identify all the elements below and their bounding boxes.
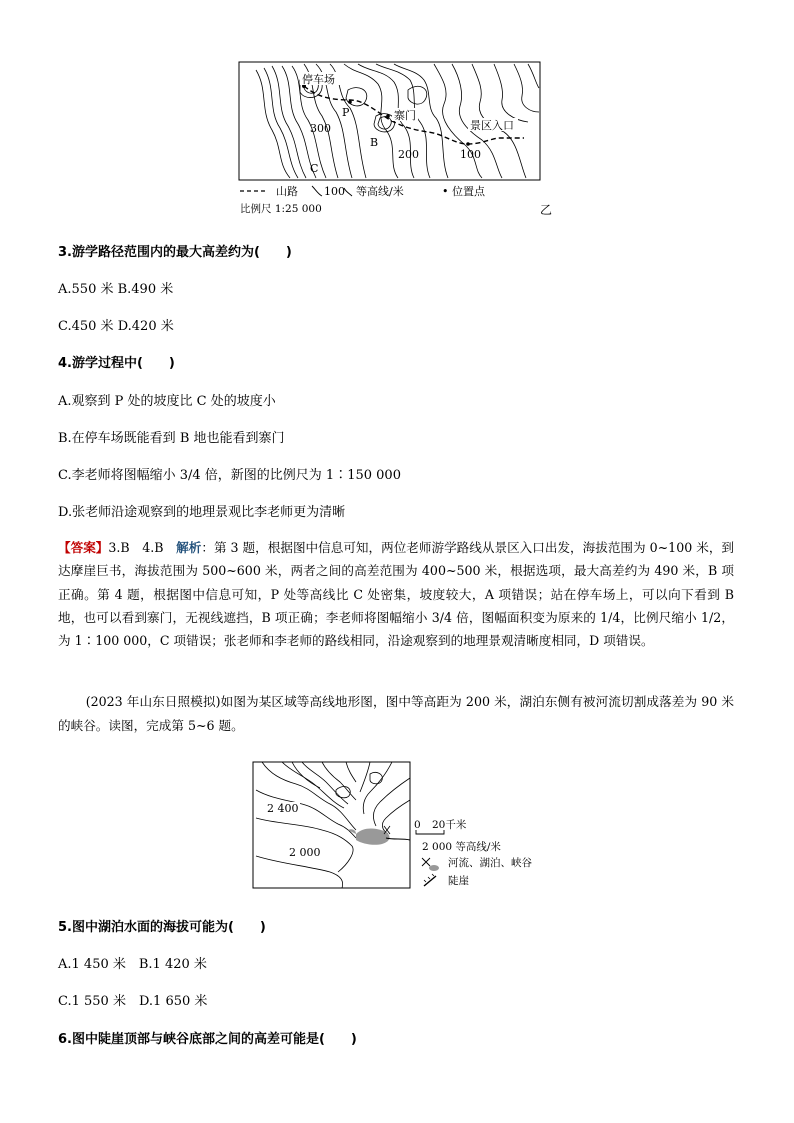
question-5-options-ab: A.1 450 米 B.1 420 米	[58, 957, 207, 972]
label-entrance: 景区入口	[470, 119, 514, 132]
contour-map-yi	[238, 60, 558, 218]
legend-contour: 2 000 等高线/米	[422, 841, 501, 853]
analysis-label: 解析	[176, 540, 202, 555]
label-200: 200	[398, 148, 419, 161]
label-c: C	[310, 162, 319, 175]
scale-km: 20千米	[432, 819, 467, 831]
label-parking: 停车场	[302, 73, 335, 86]
contour-map-lake	[252, 760, 552, 892]
legend-road-label: 山路	[276, 185, 298, 198]
analysis-text: ：第 3 题，根据图中信息可知，两位老师游学路线从景区入口出发，海拔范围为 0~100 米，到达摩崖巨书，海拔范围为 500~600 米，两者之间的高差范围为 400~500 米，根据选项，最大高差约为 490 米，B 项正确。第 4 题，根据图中信息可知，P 处等高线比 C 处密集，坡度较大，A 项错误；站在停车场上，可以向下看到 B 地，也可以看到寨门，无视线遮挡，B 项正确；李老师将图幅缩小 3/4 倍，图幅面积变为原来的 1/4，比例尺缩小 1/2，为 1∶100 000，C 项错误；张老师和李老师的路线相同，沿途观察到的地理景观清晰度相同，D 项错误。	[58, 540, 735, 649]
label-300: 300	[310, 122, 331, 135]
question-3-stem: 3.游学路径范围内的最大高差约为( )	[58, 245, 292, 260]
question-3-options-cd: C.450 米 D.420 米	[58, 319, 174, 334]
question-4-option-d: D.张老师沿途观察到的地理景观比李老师更为清晰	[58, 505, 346, 520]
scale-zero: 0	[414, 819, 421, 831]
answer-block	[58, 536, 734, 652]
label-gate: 寨门	[394, 109, 416, 122]
figure-label: 乙	[540, 203, 553, 217]
question-4-option-b: B.在停车场既能看到 B 地也能看到寨门	[58, 431, 285, 446]
question-4-stem: 4.游学过程中( )	[58, 356, 175, 371]
answer-tag: 【答案】	[58, 540, 109, 555]
legend-cliff: 陡崖	[448, 875, 469, 887]
scale-label: 比例尺 1:25 000	[240, 203, 322, 215]
legend-contour-value: 100	[324, 185, 345, 198]
label-b: B	[370, 136, 379, 149]
legend-contour-label: 等高线/米	[356, 185, 404, 198]
answer-values: 3.B 4.B	[108, 540, 177, 555]
question-5-stem: 5.图中湖泊水面的海拔可能为( )	[58, 920, 266, 935]
question-6-stem: 6.图中陡崖顶部与峡谷底部之间的高差可能是( )	[58, 1032, 357, 1047]
label-100: 100	[460, 148, 481, 161]
label-2400: 2 400	[267, 802, 299, 815]
question-4-option-a: A.观察到 P 处的坡度比 C 处的坡度小	[58, 394, 276, 409]
label-2000: 2 000	[289, 846, 321, 859]
legend-water: 河流、湖泊、峡谷	[448, 857, 532, 869]
intro-paragraph: (2023 年山东日照模拟)如图为某区域等高线地形图，图中等高距为 200 米，湖泊东侧有被河流切割成落差为 90 米的峡谷。读图，完成第 5~6 题。	[58, 694, 734, 733]
legend-point-label: • 位置点	[442, 185, 485, 198]
question-5-options-cd: C.1 550 米 D.1 650 米	[58, 994, 208, 1009]
question-4-option-c: C.李老师将图幅缩小 3/4 倍，新图的比例尺为 1∶150 000	[58, 468, 401, 483]
label-p: P	[342, 106, 350, 119]
question-3-options-ab: A.550 米 B.490 米	[58, 282, 174, 297]
